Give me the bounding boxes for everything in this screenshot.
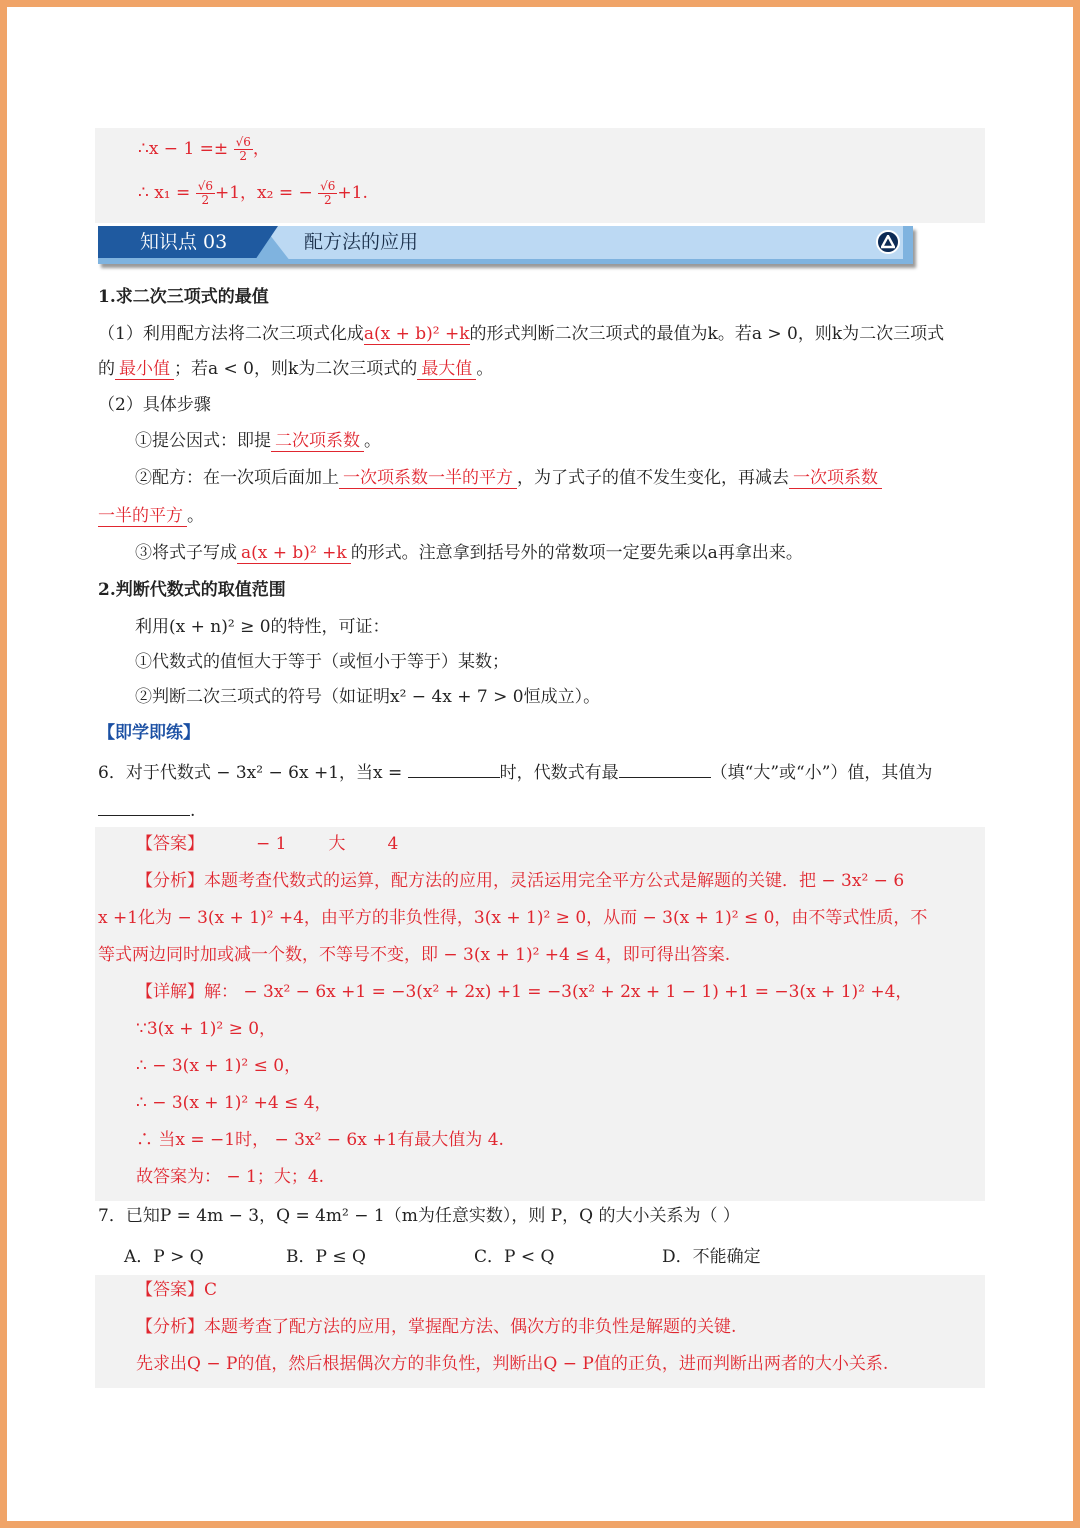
- solution-line-1: [138, 136, 270, 163]
- text: 。: [364, 431, 381, 451]
- text: ③将式子写成: [135, 543, 237, 563]
- question-6-cont: [98, 797, 195, 822]
- solution-text: +1，x₂ = −: [214, 183, 319, 203]
- blank: [619, 759, 711, 778]
- fill-answer: a(x + b)² +k: [363, 324, 470, 344]
- text: ；若a < 0，则k为二次三项式的: [174, 359, 418, 379]
- text: ①提公因式：即提: [135, 431, 271, 451]
- fill-answer: a(x + b)² +k: [237, 543, 351, 564]
- fill-answer: 最小值: [115, 359, 174, 380]
- banner-tag: 知识点 03: [140, 231, 228, 253]
- question-text: 时，代数式有最: [499, 763, 619, 783]
- fraction-denominator: 2: [239, 149, 248, 163]
- fraction-denominator: 2: [323, 193, 332, 207]
- answer-value: 4: [387, 834, 399, 854]
- text: 的形式。注意拿到括号外的常数项一定要先乘以a再拿出来。: [350, 543, 803, 563]
- fill-answer: 二次项系数: [271, 431, 364, 452]
- step-3: [135, 542, 803, 564]
- step-1: [135, 430, 381, 452]
- answer-value: 大: [328, 834, 346, 854]
- solution-text: ∴ x₁ =: [138, 183, 196, 203]
- banner-title: 配方法的应用: [304, 231, 419, 253]
- practice-label: 【即学即练】: [98, 723, 200, 743]
- text: 的: [98, 359, 115, 379]
- detail-text: ∴ 当x = −1时， − 3x² − 6x +1有最大值为 4.: [136, 1130, 504, 1150]
- fraction: [318, 180, 337, 207]
- analysis-text: 等式两边同时加或减一个数，不等号不变，即 − 3(x + 1)² +4 ≤ 4，即可得出答案.: [98, 945, 731, 965]
- analysis-text: 【分析】本题考查了配方法的应用，掌握配方法、偶次方的非负性是解题的关键.: [136, 1317, 737, 1337]
- detail-text: 故答案为： − 1；大；4.: [136, 1167, 325, 1187]
- triangle-up-circle-icon: [876, 230, 900, 254]
- paragraph: ②判断二次三项式的符号（如证明x² − 4x + 7 > 0恒成立）。: [135, 687, 601, 707]
- option-b[interactable]: B．P ≤ Q: [286, 1247, 366, 1267]
- fill-answer: 一次项系数一半的平方: [339, 468, 517, 489]
- blank: [408, 759, 500, 778]
- solution-text: +1.: [337, 183, 368, 203]
- answer-label: 【答案】C: [136, 1280, 218, 1300]
- text: （1）利用配方法将二次三项式化成: [98, 324, 364, 344]
- fraction-numerator: √6: [235, 135, 251, 149]
- solution-text: ，: [252, 139, 270, 159]
- detail-text: 【详解】解： − 3x² − 6x +1 = −3(x² + 2x) +1 = −3(x² + 2x + 1 − 1) +1 = −3(x + 1)² +4，: [136, 982, 913, 1002]
- paragraph: （2）具体步骤: [98, 395, 211, 415]
- answer-label: 【答案】: [136, 834, 204, 854]
- fill-answer: 一次项系数: [789, 468, 882, 489]
- text: ，为了式子的值不发生变化，再减去: [517, 468, 789, 488]
- fraction-denominator: 2: [201, 193, 210, 207]
- analysis-text: 先求出Q − P的值，然后根据偶次方的非负性，判断出Q − P值的正负，进而判断出两者的大小关系.: [136, 1354, 889, 1374]
- analysis-text: 【分析】本题考查代数式的运算，配方法的应用，灵活运用完全平方公式是解题的关键．把 − 3x² − 6: [136, 871, 905, 891]
- section-heading: 1.求二次三项式的最值: [98, 287, 269, 307]
- question-text: 6．对于代数式 − 3x² − 6x +1，当x =: [98, 763, 408, 783]
- paragraph: [98, 323, 944, 345]
- solution-text: ∴x − 1 =±: [138, 139, 234, 159]
- option-d[interactable]: D．不能确定: [662, 1247, 761, 1267]
- fill-answer: 一半的平方: [98, 506, 187, 527]
- text: 。: [187, 506, 204, 526]
- option-a[interactable]: A．P > Q: [124, 1247, 204, 1267]
- detail-text: ∴ − 3(x + 1)² ≤ 0，: [136, 1056, 302, 1076]
- analysis-text: x +1化为 − 3(x + 1)² +4，由平方的非负性得，3(x + 1)² ≥ 0，从而 − 3(x + 1)² ≤ 0，由不等式性质，不: [98, 908, 928, 928]
- step-2-cont: [98, 505, 204, 527]
- detail-text: ∵3(x + 1)² ≥ 0，: [136, 1019, 277, 1039]
- knowledge-point-banner: [98, 226, 913, 264]
- paragraph: 利用(x + n)² ≥ 0的特性，可证：: [135, 617, 390, 637]
- fraction-numerator: √6: [320, 179, 336, 193]
- paragraph: [98, 358, 493, 380]
- step-2: [135, 467, 882, 489]
- question-6: [98, 759, 932, 784]
- text: 的形式判断二次三项式的最值为k。若a > 0，则k为二次三项式: [469, 324, 945, 344]
- question-7: 7．已知P = 4m − 3，Q = 4m² − 1（m为任意实数），则 P，Q 的大小关系为（ ）: [98, 1206, 740, 1226]
- question-text: （填“大”或“小”）值，其值为: [710, 763, 933, 783]
- paragraph: ①代数式的值恒大于等于（或恒小于等于）某数；: [135, 652, 509, 672]
- fraction-numerator: √6: [197, 179, 213, 193]
- blank: [98, 797, 190, 816]
- option-c[interactable]: C．P < Q: [474, 1247, 555, 1267]
- detail-text: ∴ − 3(x + 1)² +4 ≤ 4，: [136, 1093, 332, 1113]
- text: ②配方：在一次项后面加上: [135, 468, 339, 488]
- answer-line: [136, 833, 398, 855]
- fraction: [234, 136, 253, 163]
- solution-line-2: [138, 180, 368, 207]
- answer-value: − 1: [256, 834, 287, 854]
- question-text: .: [190, 801, 196, 821]
- fill-answer: 最大值: [417, 359, 476, 380]
- fraction: [196, 180, 215, 207]
- text: 。: [476, 359, 494, 379]
- section-heading: 2.判断代数式的取值范围: [98, 580, 286, 600]
